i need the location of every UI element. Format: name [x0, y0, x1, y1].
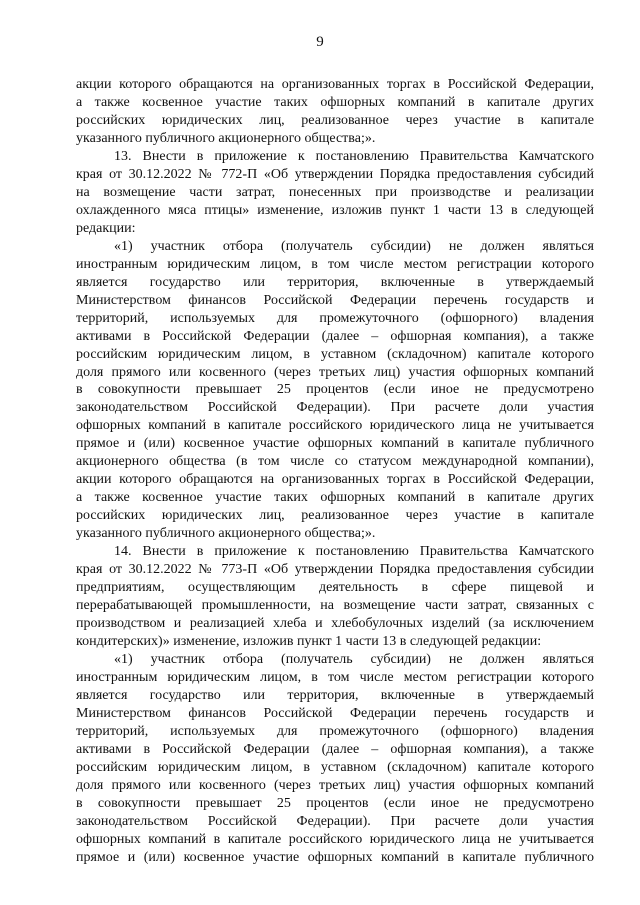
text-line: российских юридических лиц, реализованное через участие в капитале — [76, 112, 594, 128]
text-line: указанного публичного акционерного общества;». — [76, 130, 376, 146]
text-line: акции которого обращаются на организованных торгах в Российской Федерации, — [76, 472, 594, 488]
text-line: на возмещение части затрат, понесенных при производстве и реализации — [76, 184, 594, 200]
text-line: офшорных компаний в капитале российского юридического лица не учитывается — [76, 831, 594, 847]
text-line: 14. Внести в приложение к постановлению Правительства Камчатского — [114, 544, 594, 560]
text-line: 13. Внести в приложение к постановлению Правительства Камчатского — [114, 148, 594, 164]
text-line: активами в Российской Федерации (далее – офшорная компания), а также — [76, 328, 594, 344]
text-line: доля прямого или косвенного (через третьих лиц) участия офшорных компаний — [76, 777, 594, 793]
text-line: акции которого обращаются на организованных торгах в Российской Федерации, — [76, 77, 594, 92]
text-line: Министерством финансов Российской Федерации перечень государств и — [76, 292, 594, 308]
text-line: указанного публичного акционерного общества;». — [76, 526, 376, 542]
text-line: «1) участник отбора (получатель субсидии) не должен являться — [114, 238, 594, 254]
text-line: является государство или территория, включенные в утверждаемый — [76, 274, 594, 290]
body-text — [76, 76, 594, 867]
text-line: законодательством Российской Федерации). При расчете доли участия — [76, 813, 594, 829]
text-line: иностранным юридическим лицом, в том числе местом регистрации которого — [76, 256, 594, 272]
text-line: является государство или территория, включенные в утверждаемый — [76, 687, 594, 703]
text-line: иностранным юридическим лицом, в том числе местом регистрации которого — [76, 669, 594, 685]
text-line: кондитерских)» изменение, изложив пункт 1 части 13 в следующей редакции: — [76, 634, 542, 650]
page-number: 9 — [316, 34, 324, 50]
text-line: перерабатывающей промышленности, на возмещение части затрат, связанных с — [76, 598, 594, 614]
text-line: офшорных компаний в капитале российского юридического лица не учитывается — [76, 418, 594, 434]
text-line: в совокупности превышает 25 процентов (если иное не предусмотрено — [76, 382, 594, 398]
text-line: прямое и (или) косвенное участие офшорных компаний в капитале публичного — [76, 436, 594, 452]
text-line: доля прямого или косвенного (через третьих лиц) участия офшорных компаний — [76, 364, 594, 380]
text-line: законодательством Российской Федерации). При расчете доли участия — [76, 400, 594, 416]
text-line: Министерством финансов Российской Федерации перечень государств и — [76, 705, 594, 721]
text-line: прямое и (или) косвенное участие офшорных компаний в капитале публичного — [76, 849, 594, 865]
text-line: российских юридических лиц, реализованное через участие в капитале — [76, 508, 594, 524]
text-line: края от 30.12.2022 № 772-П «Об утверждении Порядка предоставления субсидий — [76, 166, 594, 182]
text-line: производством и реализацией хлеба и хлебобулочных изделий (за исключением — [76, 616, 594, 632]
text-line: российским юридическим лицом, в уставном (складочном) капитале которого — [76, 346, 594, 362]
text-line: охлажденного мяса птицы» изменение, изложив пункт 1 части 13 в следующей — [76, 202, 594, 218]
text-line: края от 30.12.2022 № 773-П «Об утверждении Порядка предоставления субсидии — [76, 562, 594, 578]
text-line: «1) участник отбора (получатель субсидии) не должен являться — [114, 652, 594, 667]
text-line: в совокупности превышает 25 процентов (если иное не предусмотрено — [76, 795, 594, 811]
text-line: а также косвенное участие таких офшорных компаний в капитале других — [76, 490, 594, 506]
text-line: активами в Российской Федерации (далее – офшорная компания), а также — [76, 741, 594, 757]
text-line: предприятиям, осуществляющим деятельность в сфере пищевой и — [76, 580, 594, 596]
text-line: российским юридическим лицом, в уставном (складочном) капитале которого — [76, 759, 594, 775]
text-line: акционерного общества (в том числе со статусом международной компании), — [76, 454, 594, 470]
text-line: территорий, используемых для промежуточного (офшорного) владения — [76, 723, 594, 739]
text-line: редакции: — [76, 220, 136, 236]
text-line: территорий, используемых для промежуточного (офшорного) владения — [76, 310, 594, 326]
text-line: а также косвенное участие таких офшорных компаний в капитале других — [76, 94, 594, 110]
